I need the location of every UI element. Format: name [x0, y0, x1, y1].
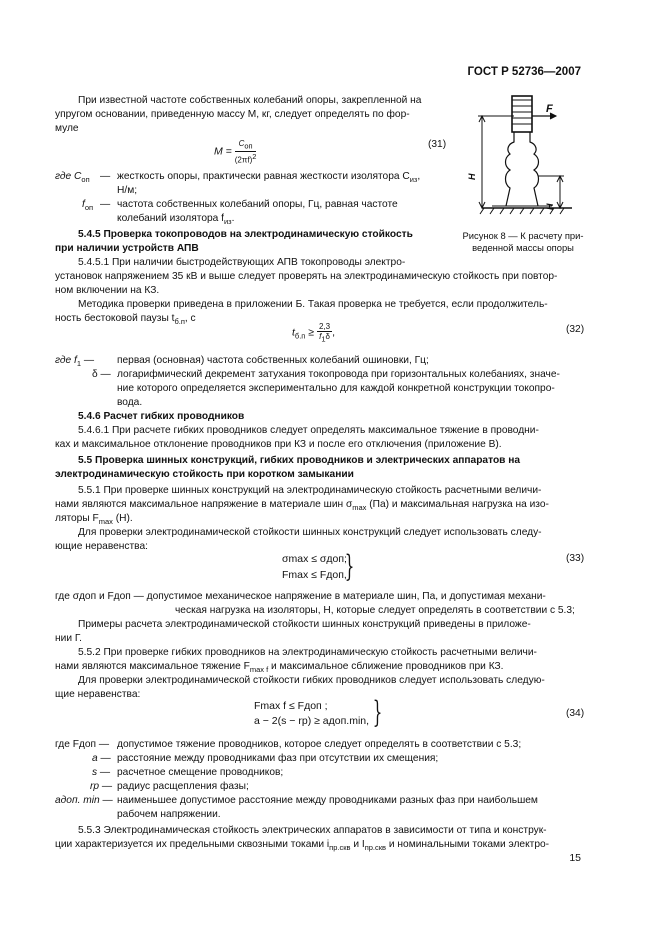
eq34-row2: a − 2(s − rр) ≥ aдоп.min, [254, 715, 370, 727]
section-5-4-5-title-2: при наличии устройств АПВ [55, 243, 199, 254]
equation-31 [214, 139, 256, 164]
standard-header: ГОСТ Р 52736—2007 [467, 66, 581, 78]
where32-text-1: первая (основная) частота собственных колебаний ошиновки, Гц; [117, 355, 429, 366]
where33-line2: ческая нагрузка на изоляторы, Н, которые следует определять в соответствии с 5.3; [175, 605, 575, 616]
s5451-line3: ном включении на КЗ. [55, 285, 160, 296]
s5451-line5: ность бестоковой паузы $t_{б.п}$, с [55, 313, 196, 327]
where34-text-5: наименьшее допустимое расстояние между проводниками разных фаз при наибольшем [117, 795, 538, 806]
s553-line2: ции характеризуется их предельными сквозными токами $i_{пр.скв}$ и $I_{пр.скв}$ и номинальными токами электро- [55, 839, 550, 853]
eq32-number: (32) [566, 324, 585, 335]
s5451-line4: Методика проверки приведена в приложении Б. Такая проверка не требуется, если продолжитель- [78, 299, 548, 310]
eq34-brace: } [372, 695, 383, 730]
where34-text-2: расстояние между проводниками фаз при отсутствии их смещения; [117, 753, 439, 764]
s552-line4: щие неравенства: [55, 689, 141, 700]
s551-line2: нами являются максимальное напряжение в материале шин $\sigma_{max}$ (Па) и максимальная нагрузка на изо- [55, 499, 549, 513]
where31-sym-1: где $C_{оп}$ [55, 171, 90, 185]
eq33-row2: Fmax ≤ Fдоп, [282, 569, 347, 581]
where32-text-2b: ние которого определяется экспериментально для каждой конкретной конструкции токопро- [117, 383, 555, 394]
where33-line3: Примеры расчета электродинамической стойкости шинных конструкций приведены в приложе- [78, 619, 531, 630]
eq33-brace: } [344, 549, 355, 584]
eq34-number: (34) [566, 708, 585, 719]
section-5-4-6-title: 5.4.6 Расчет гибких проводников [78, 411, 245, 422]
eq34-row1: Fmax f ≤ Fдоп ; [254, 700, 328, 712]
s551-line3: ляторы $F_{max}$ (Н). [55, 513, 133, 527]
s5451-line2: установок напряжением 35 кВ и выше следует проверять на электродинамическую стойкость при повтор- [55, 271, 558, 282]
s551-line5: ющие неравенства: [55, 541, 148, 552]
where33-line4: нии Г. [55, 633, 82, 644]
section-5-5-title: 5.5 Проверка шинных конструкций, гибких проводников и электрических аппаратов на [78, 455, 521, 466]
s553-line1: 5.5.3 Электродинамическая стойкость электрических аппаратов в зависимости от типа и конструк- [78, 825, 547, 836]
where32-sym-2: δ — [92, 369, 111, 380]
s546-line2: ках и максимальное отклонение проводников при КЗ и после его отключения (приложение В). [55, 439, 502, 450]
eq31-fraction: $\frac{C_{оп}}{(2\pi f)^2}$ [234, 139, 257, 165]
dash: — [100, 199, 111, 210]
figure-8-support-drawing [462, 88, 592, 228]
where32-sym-1: где $f_1$ — [55, 355, 95, 369]
where34-text-4: радиус расщепления фазы; [117, 781, 249, 792]
intro-line-1: При известной частоте собственных колебаний опоры, закрепленной на [78, 95, 422, 106]
s551-line4: Для проверки электродинамической стойкости шинных конструкций следует использовать следу- [78, 527, 542, 538]
section-5-4-5-title: 5.4.5 Проверка токопроводов на электродинамическую стойкость [78, 229, 413, 240]
where34-sym-5: aдоп. min — [55, 795, 113, 806]
where34-text-1: допустимое тяжение проводников, которое следует определять в соответствии с 5.3; [117, 739, 522, 750]
where32-text-2c: вода. [117, 397, 143, 408]
where31-text-2: частота собственных колебаний опоры, Гц, равная частоте [117, 199, 398, 210]
section-5-5-title-2: электродинамическую стойкость при коротком замыкании [55, 469, 354, 480]
where34-sym-2: a — [92, 753, 111, 764]
s552-line3: Для проверки электродинамической стойкости гибких проводников следует использовать следую- [78, 675, 545, 686]
where34-text-3: расчетное смещение проводников; [117, 767, 284, 778]
where34-sym-1: где Fдоп — [55, 739, 110, 750]
where34-text-5b: рабочем напряжении. [117, 809, 221, 820]
eq33-row1: σmax ≤ σдоп; [282, 553, 347, 565]
where32-text-2: логарифмический декремент затухания токопровода при горизонтальных колебаниях, значе- [117, 369, 560, 380]
caption-line: веденной массы опоры [472, 242, 574, 253]
height-total-label: H [467, 173, 477, 180]
eq31-numerator: C [238, 139, 245, 148]
equation-32: $t_{б.п}$ ≥ $\frac{2,3}{f_1\delta}$ , [292, 322, 336, 344]
s546-line1: 5.4.6.1 При расчете гибких проводников следует определять максимальное тяжение в проводни- [78, 425, 539, 436]
dash: — [100, 171, 111, 182]
where31-text-1b: Н/м; [117, 185, 138, 196]
where31-sym-2: $f_{оп}$ [82, 199, 94, 213]
height-base-label: H [545, 203, 555, 210]
where31-text-1: жесткость опоры, практически равная жесткости изолятора $C_{из}$, [117, 171, 421, 185]
where34-sym-3: s — [92, 767, 111, 778]
where33-line1: где σдоп и Fдоп — допустимое механическое напряжение в материале шин, Па, и допустимая механи- [55, 591, 546, 602]
eq31-number: (31) [428, 139, 447, 150]
page-number: 15 [569, 852, 581, 864]
s552-line1: 5.5.2 При проверке гибких проводников на электродинамическую стойкость расчетными величи- [78, 647, 537, 658]
s552-line2: нами являются максимальное тяжение $F_{max f}$ и максимальное сближение проводников при КЗ. [55, 661, 504, 675]
eq31-lhs: M = [214, 145, 232, 158]
caption-line: Рисунок 8 — К расчету при- [462, 230, 584, 241]
s5451-line1: 5.4.5.1 При наличии быстродействующих АПВ токопроводы электро- [78, 257, 406, 268]
intro-line-2: упругом основании, приведенную массу M, кг, следует определять по фор- [55, 109, 410, 120]
figure-8-caption [448, 230, 598, 254]
where31-text-2b: колебаний изолятора $f_{из}$. [117, 213, 235, 227]
force-label: F [546, 103, 553, 115]
where34-sym-4: rр — [90, 781, 113, 792]
eq31-denominator: (2πf) [234, 155, 253, 165]
eq33-number: (33) [566, 553, 585, 564]
intro-line-3: муле [55, 123, 79, 134]
s551-line1: 5.5.1 При проверке шинных конструкций на электродинамическую стойкость расчетными величи- [78, 485, 542, 496]
